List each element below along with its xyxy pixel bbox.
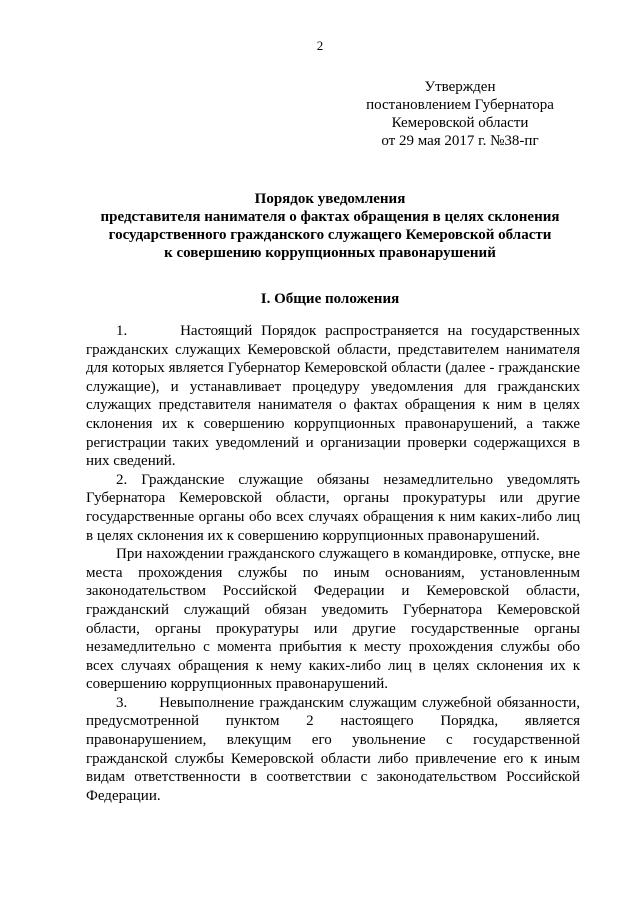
- page-number: 2: [316, 38, 324, 53]
- title-line-2: представителя нанимателя о фактах обращения в целях склонения: [100, 209, 560, 225]
- document-body: [86, 322, 584, 805]
- approval-line-region: Кемеровской области: [391, 115, 529, 131]
- approval-line-date: от 29 мая 2017 г. №38-пг: [381, 133, 539, 149]
- paragraph-3: При нахождении гражданского служащего в командировке, отпуске, вне места прохождения службы по иным основаниям, установленным законодательством Российской Федерации и Кемеровской области, гражданский служащий обязан уведомить Губернатора Кемеровской области, органы прокуратуры или другие государственные органы незамедлительно с момента прибытия к месту прохождения службы обо всех случаях обращения к нему каких-либо лиц в целях склонения их к совершению коррупционных правонарушений.: [86, 546, 580, 693]
- approval-block: [360, 78, 560, 150]
- document-title: [80, 190, 580, 262]
- section-heading: I. Общие положения: [260, 291, 400, 307]
- approval-line-approved: Утвержден: [424, 79, 496, 95]
- paragraph-2: 2. Гражданские служащие обязаны незамедлительно уведомлять Губернатора Кемеровской области, органы прокуратуры или другие государственные органы обо всех случаях обращения к ним каких-либо лиц в целях склонения их к совершению коррупционных правонарушений.: [86, 471, 580, 544]
- title-line-4: к совершению коррупционных правонарушений: [164, 245, 496, 261]
- paragraph-4: 3. Невыполнение гражданским служащим служебной обязанности, предусмотренной пунктом 2 настоящего Порядка, является правонарушением, влекущим его увольнение с государственной гражданской службы Кемеровской области либо привлечение его к иным видам ответственности в соответствии с законодательством Российской Федерации.: [86, 694, 584, 804]
- title-line-1: Порядок уведомления: [254, 191, 406, 207]
- approval-line-resolution: постановлением Губернатора: [366, 97, 554, 113]
- paragraph-1: 1. Настоящий Порядок распространяется на государственных гражданских служащих Кемеровской области, представителем нанимателя для которых является Губернатор Кемеровской области (далее - гражданские служащие), и устанавливает процедуру уведомления для гражданских служащих представителя нанимателя о фактах обращения к ним в целях склонения их к совершению коррупционных правонарушений, а также регистрации таких уведомлений и организации проверки содержащихся в них сведений.: [86, 323, 584, 470]
- title-line-3: государственного гражданского служащего Кемеровской области: [108, 227, 552, 243]
